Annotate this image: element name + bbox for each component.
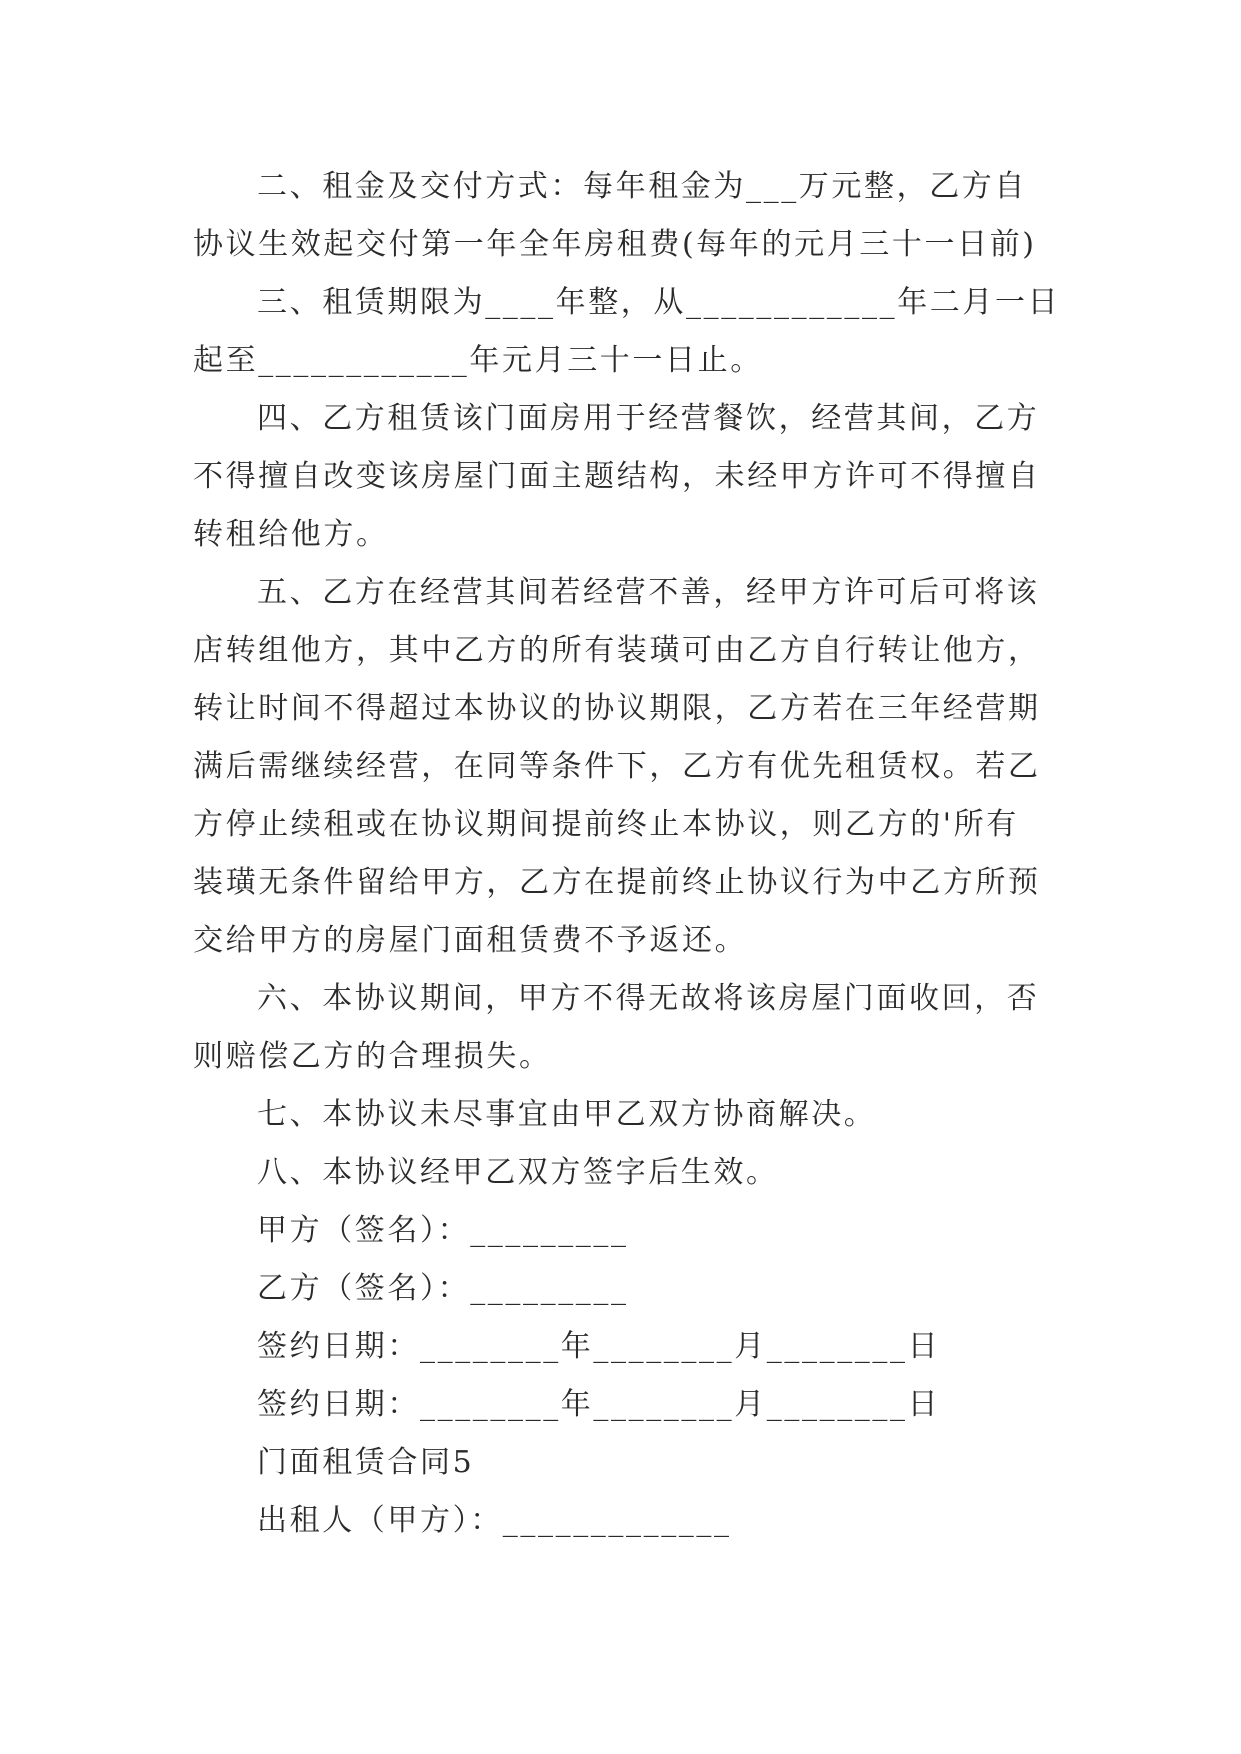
signing-date-line-2: 签约日期：________年________月________日 <box>257 1387 941 1422</box>
clause-2-line-2: 协议生效起交付第一年全年房租费(每年的元月三十一日前) <box>193 227 1037 262</box>
party-a-signature-line: 甲方（签名）：_________ <box>257 1213 629 1248</box>
contract-title: 门面租赁合同5 <box>257 1445 475 1480</box>
clause-6-line-1: 六、本协议期间，甲方不得无故将该房屋门面收回，否 <box>257 981 1040 1016</box>
clause-5-line-2: 店转组他方，其中乙方的所有装璜可由乙方自行转让他方， <box>193 633 1041 668</box>
clause-3-line-1: 三、租赁期限为____年整，从____________年二月一日 <box>257 285 1061 320</box>
clause-5-line-1: 五、乙方在经营其间若经营不善，经甲方许可后可将该 <box>257 575 1040 610</box>
clause-5-line-3: 转让时间不得超过本协议的协议期限，乙方若在三年经营期 <box>193 691 1041 726</box>
clause-8-line: 八、本协议经甲乙双方签字后生效。 <box>257 1155 779 1190</box>
clause-5-line-6: 装璜无条件留给甲方，乙方在提前终止协议行为中乙方所预 <box>193 865 1041 900</box>
lessor-line: 出租人（甲方）：_____________ <box>257 1503 732 1538</box>
clause-3-line-2: 起至____________年元月三十一日止。 <box>193 343 763 378</box>
signing-date-line-1: 签约日期：________年________月________日 <box>257 1329 941 1364</box>
clause-5-line-5: 方停止续租或在协议期间提前终止本协议，则乙方的'所有 <box>193 807 1019 842</box>
clause-7-line: 七、本协议未尽事宜由甲乙双方协商解决。 <box>257 1097 877 1132</box>
clause-4-line-1: 四、乙方租赁该门面房用于经营餐饮，经营其间，乙方 <box>257 401 1040 436</box>
clause-5-line-4: 满后需继续经营，在同等条件下，乙方有优先租赁权。若乙 <box>193 749 1041 784</box>
clause-4-line-2: 不得擅自改变该房屋门面主题结构，未经甲方许可不得擅自 <box>193 459 1041 494</box>
party-b-signature-line: 乙方（签名）：_________ <box>257 1271 629 1306</box>
clause-2-line-1: 二、租金及交付方式：每年租金为___万元整，乙方自 <box>257 169 1027 204</box>
document-page <box>193 158 1063 1550</box>
clause-6-line-2: 则赔偿乙方的合理损失。 <box>193 1039 552 1074</box>
clause-5-line-7: 交给甲方的房屋门面租赁费不予返还。 <box>193 923 748 958</box>
clause-4-line-3: 转租给他方。 <box>193 517 389 552</box>
